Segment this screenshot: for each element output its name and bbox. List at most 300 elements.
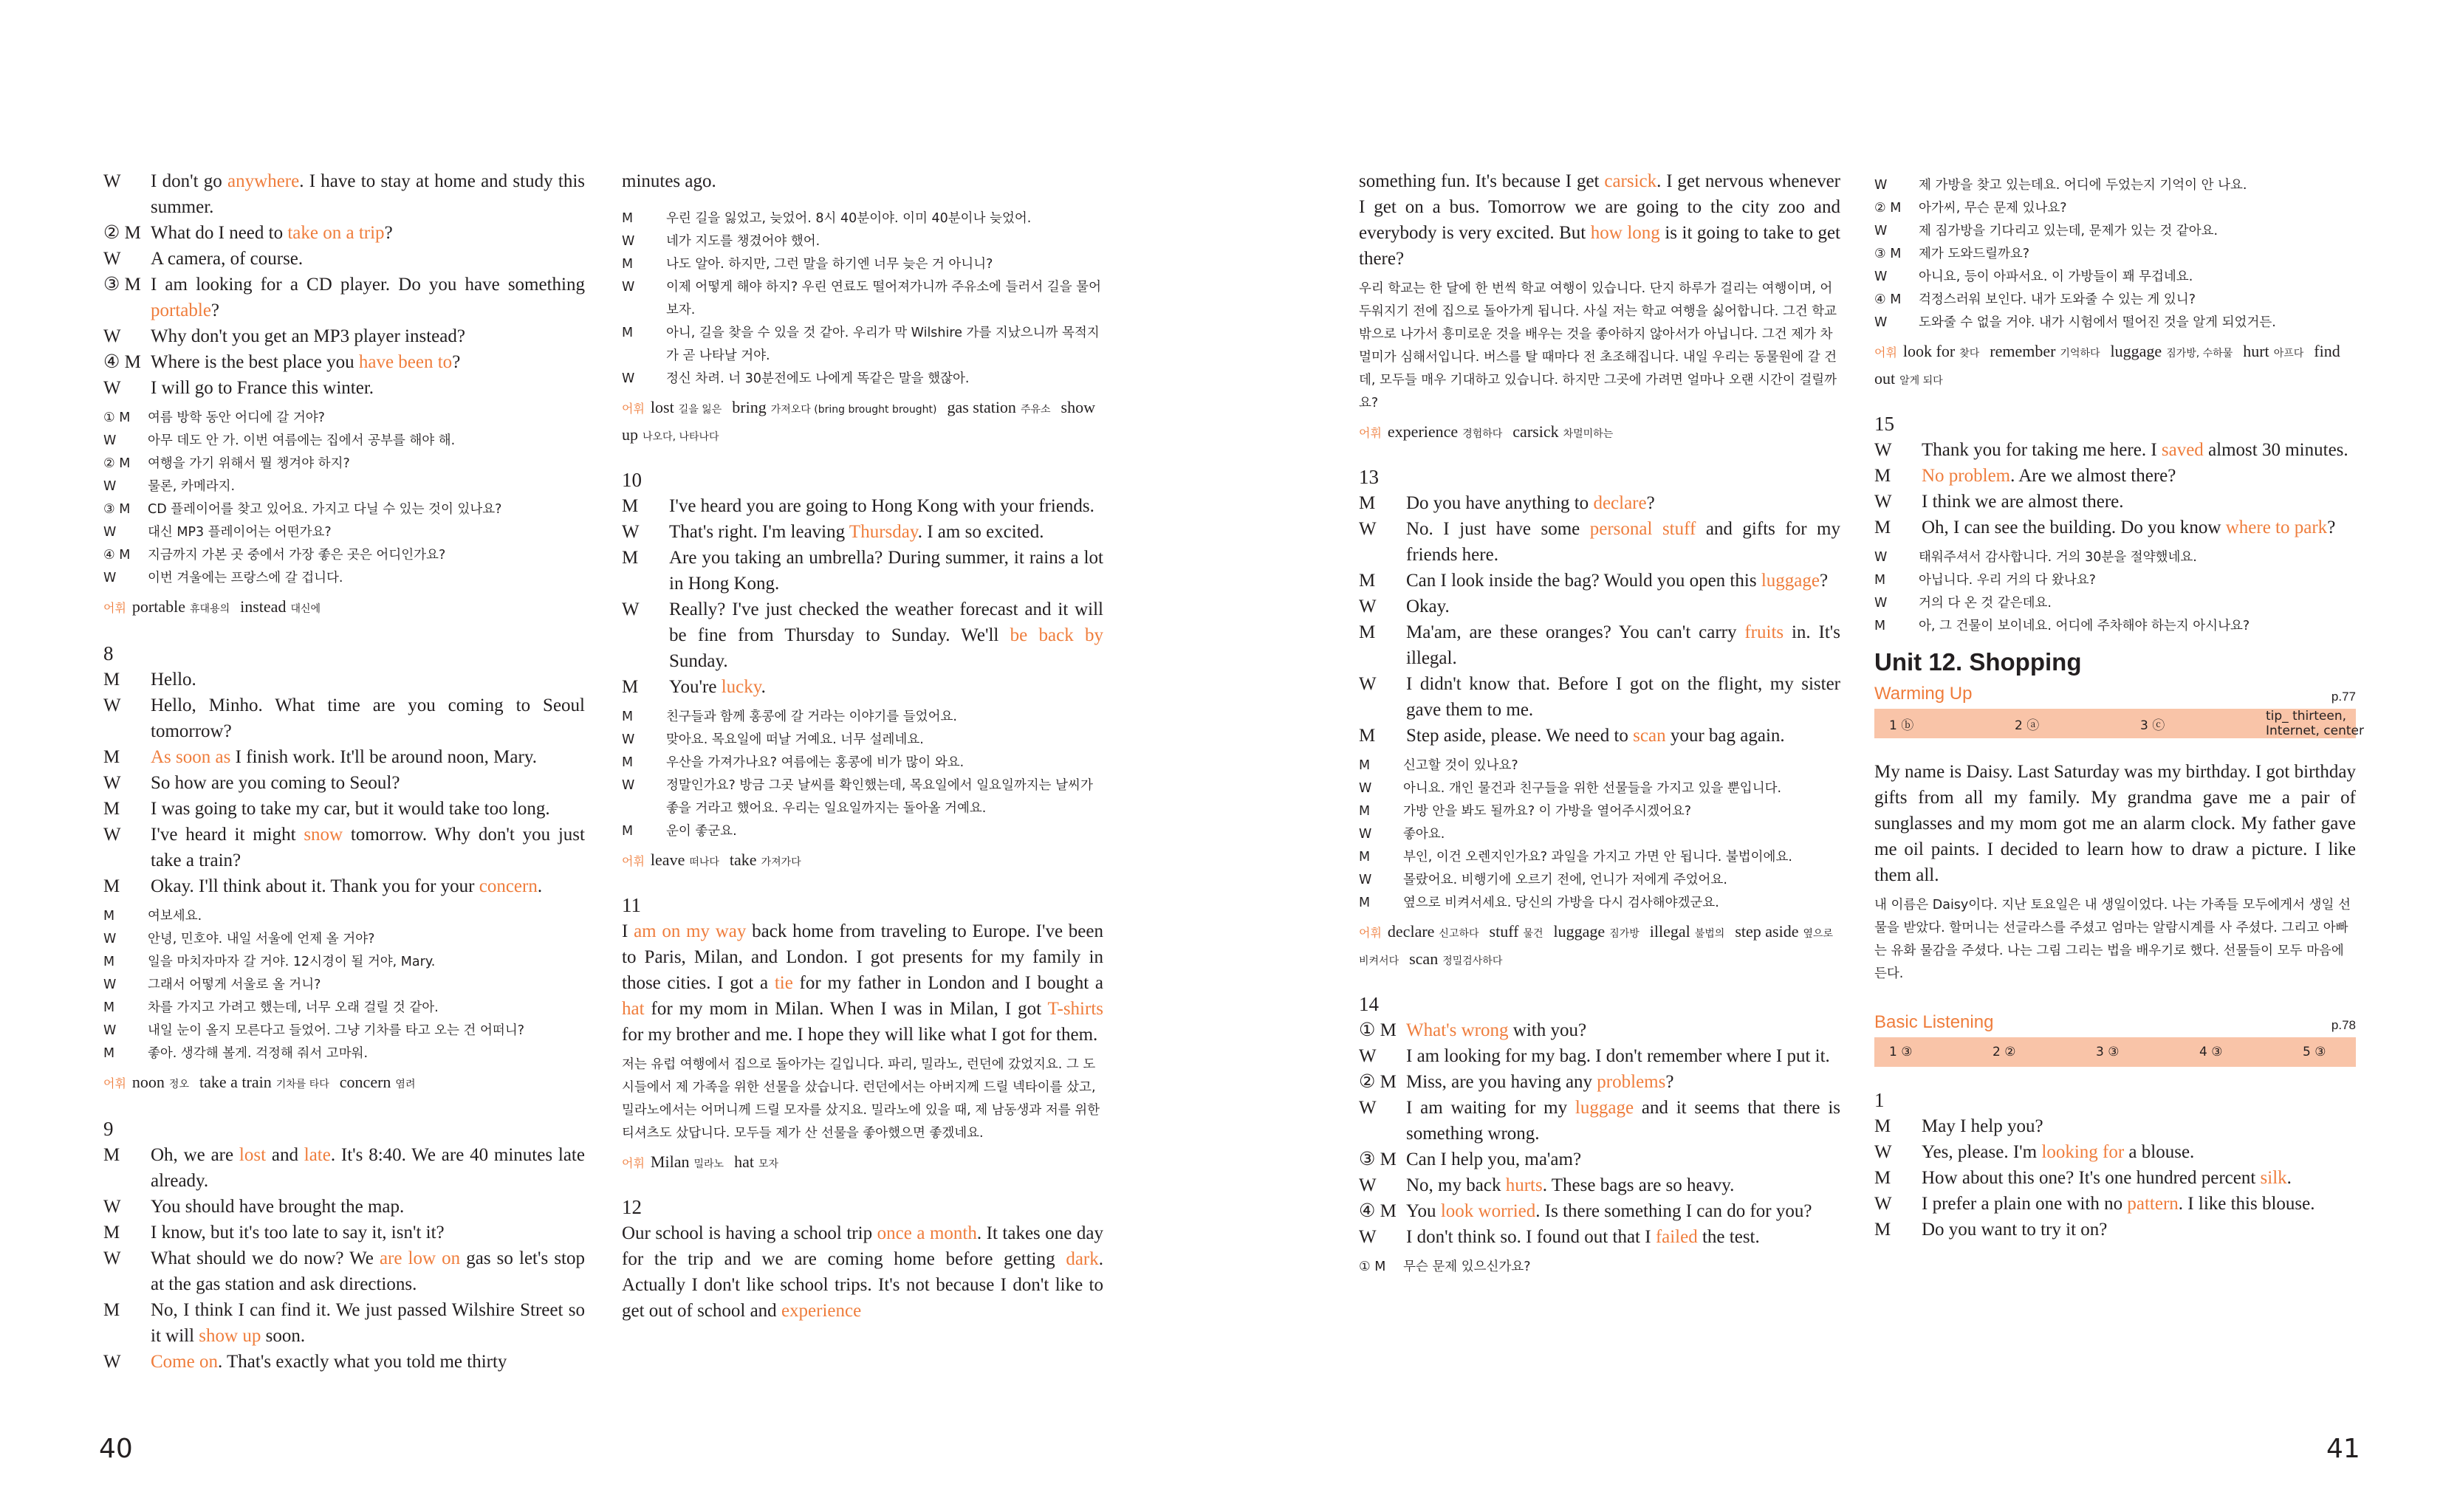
speaker-marker: W bbox=[103, 525, 117, 540]
vocab-word: luggage bbox=[1553, 922, 1606, 941]
speaker-marker: W bbox=[1359, 597, 1377, 616]
speaker-marker: ② M bbox=[1874, 201, 1902, 216]
speaker-marker: M bbox=[622, 548, 639, 568]
speaker-marker: W bbox=[103, 249, 121, 269]
dialogue-text bbox=[1922, 1165, 2356, 1191]
vocab-meaning: 대신에 bbox=[290, 603, 321, 615]
text-segment: Okay. bbox=[1406, 597, 1450, 616]
translation-line bbox=[622, 207, 1103, 230]
translation-text: 네가 지도를 챙겼어야 했어. bbox=[666, 234, 820, 249]
vocab-meaning: 짐가방, 수하물 bbox=[2166, 348, 2233, 360]
text-segment: . It's 8:40. We are 40 minutes late already. bbox=[151, 1145, 585, 1191]
text-segment: Ma'am, are these oranges? You can't carry bbox=[1406, 622, 1745, 642]
vocab-tag: 어휘 bbox=[103, 1076, 126, 1090]
text-segment: ? bbox=[384, 223, 393, 243]
translation-text: CD 플레이어를 찾고 있어요. 가지고 다닐 수 있는 것이 있나요? bbox=[148, 502, 502, 517]
text-segment: What do I need to bbox=[151, 223, 288, 243]
speaker-marker: W bbox=[622, 732, 635, 747]
text-segment: ? bbox=[1646, 493, 1655, 513]
korean-translation bbox=[622, 207, 1103, 391]
speaker-marker: ④ M bbox=[103, 352, 141, 372]
text-segment: I don't go bbox=[151, 171, 228, 191]
vocab-word: take bbox=[729, 850, 757, 869]
speaker-marker: M bbox=[622, 211, 634, 226]
highlight-word: luggage bbox=[1575, 1098, 1634, 1118]
text-segment: I think we are almost there. bbox=[1922, 492, 2124, 512]
text-segment: gas so let's stop at the gas station and ask directions. bbox=[151, 1248, 585, 1294]
highlight-word: late bbox=[304, 1145, 331, 1165]
highlight-word: fruits bbox=[1744, 622, 1784, 642]
dialogue-line bbox=[103, 1349, 585, 1375]
translation-line bbox=[103, 521, 585, 544]
dialogue-line bbox=[1359, 723, 1840, 749]
translation-line bbox=[103, 997, 585, 1020]
text-segment: . I like this blouse. bbox=[2178, 1194, 2315, 1214]
translation-text: 좋아. 생각해 볼게. 걱정해 줘서 고마워. bbox=[148, 1046, 369, 1061]
text-segment: So how are you coming to Seoul? bbox=[151, 773, 400, 793]
text-segment: I prefer a plain one with no bbox=[1922, 1194, 2128, 1214]
dialogue-text bbox=[1406, 619, 1840, 671]
dialogue-text bbox=[151, 873, 585, 899]
text-segment: You bbox=[1406, 1201, 1441, 1221]
translation-text: 물론, 카메라지. bbox=[148, 479, 236, 494]
translation-text: 좋아요. bbox=[1403, 827, 1445, 842]
vocab-word: lost bbox=[650, 398, 674, 416]
speaker-marker: M bbox=[103, 747, 120, 767]
dialogue-line bbox=[1874, 1165, 2356, 1191]
highlight-word: saved bbox=[2161, 440, 2204, 460]
speaker-marker: W bbox=[1874, 1194, 1892, 1214]
dialogue-text bbox=[151, 1220, 585, 1245]
text-segment: tie bbox=[774, 973, 793, 993]
warming-up-title: Warming Up bbox=[1874, 684, 1973, 704]
dialogue-line bbox=[103, 220, 585, 246]
speaker-marker: M bbox=[1874, 466, 1891, 486]
dialogue-text bbox=[1922, 515, 2356, 540]
translation-text: 맞아요. 목요일에 떠날 거예요. 너무 설레네요. bbox=[666, 732, 924, 747]
dialogue-line bbox=[1874, 1113, 2356, 1139]
dialogue-text bbox=[1922, 1191, 2356, 1217]
translation-text: 아닙니다. 우리 거의 다 왔나요? bbox=[1919, 573, 2096, 588]
dialogue-text bbox=[151, 349, 585, 375]
translation-line bbox=[1359, 892, 1840, 915]
passage bbox=[622, 918, 1103, 1048]
warming-up-answers bbox=[1874, 709, 2365, 738]
translation-line bbox=[103, 905, 585, 928]
vocab-word: stuff bbox=[1489, 922, 1519, 941]
text-segment: in. It's illegal. bbox=[1406, 622, 1841, 668]
speaker-marker: M bbox=[622, 755, 634, 770]
translation-line bbox=[622, 706, 1103, 729]
translation-line bbox=[1874, 569, 2356, 592]
speaker-marker: W bbox=[1874, 269, 1888, 284]
vocab-meaning: 밀라노 bbox=[693, 1158, 724, 1170]
speaker-marker: M bbox=[1874, 518, 1891, 537]
text-segment: and it seems that there is something wrong. bbox=[1406, 1098, 1840, 1144]
speaker-marker: W bbox=[103, 433, 117, 448]
translation-line bbox=[103, 1042, 585, 1065]
highlight-word: show up bbox=[199, 1326, 261, 1346]
translation-line bbox=[1359, 1256, 1840, 1279]
text-segment: . bbox=[537, 876, 543, 896]
question-number: 14 bbox=[1359, 993, 1379, 1015]
text-segment: No, my back bbox=[1406, 1175, 1506, 1195]
highlight-word: snow bbox=[304, 825, 343, 845]
highlight-word: take on a trip bbox=[287, 223, 385, 243]
translation-text: 우린 길을 잃었고, 늦었어. 8시 40분이야. 이미 40분이나 늦었어. bbox=[666, 211, 1032, 226]
speaker-marker: M bbox=[1359, 758, 1371, 773]
vocab-meaning: 물건 bbox=[1523, 928, 1543, 940]
vocab-word: gas station bbox=[947, 398, 1016, 416]
speaker-marker: W bbox=[1874, 440, 1892, 460]
translation-line bbox=[103, 951, 585, 974]
korean-translation bbox=[1874, 174, 2356, 334]
passage bbox=[622, 1220, 1103, 1324]
korean-translation bbox=[1874, 546, 2356, 638]
vocab-word: look for bbox=[1902, 342, 1956, 360]
speaker-marker: ④ M bbox=[1874, 292, 1902, 307]
highlight-word: Come on bbox=[151, 1352, 218, 1372]
korean-translation bbox=[103, 407, 585, 590]
basic-listening-answers bbox=[1874, 1037, 2356, 1067]
text-segment: tomorrow. Why don't you just take a train? bbox=[151, 825, 585, 870]
text-segment: I've heard you are going to Hong Kong with your friends. bbox=[669, 496, 1094, 516]
speaker-marker: ② M bbox=[103, 456, 131, 471]
text-segment: I've heard it might bbox=[151, 825, 304, 845]
translation-text: 제 짐가방을 기다리고 있는데, 문제가 있는 것 같아요. bbox=[1919, 224, 2218, 238]
translation-text: 아니, 길을 찾을 수 있을 것 같아. 우리가 막 Wilshire 가를 지났으니까 목적지가 곧 나타날 거야. bbox=[666, 326, 1100, 363]
text-segment: I am looking for a CD player. Do you have something bbox=[151, 275, 585, 295]
dialogue-line bbox=[103, 770, 585, 796]
translation-line bbox=[1874, 289, 2356, 312]
dialogue-line bbox=[622, 674, 1103, 700]
speaker-marker: W bbox=[103, 378, 121, 398]
dialogue-line bbox=[1874, 515, 2356, 540]
text-segment: How about this one? It's one hundred percent bbox=[1922, 1168, 2261, 1188]
highlight-word: luggage bbox=[1761, 571, 1820, 591]
speaker-marker: W bbox=[1359, 674, 1377, 694]
speaker-marker: M bbox=[1359, 493, 1376, 513]
text-segment: am on my way bbox=[634, 921, 747, 941]
translation-line bbox=[103, 544, 585, 567]
vocab-meaning: 찾다 bbox=[1959, 348, 1980, 360]
dialogue-line bbox=[1874, 1217, 2356, 1243]
highlight-word: What's wrong bbox=[1406, 1020, 1509, 1040]
highlight-word: where to park bbox=[2225, 518, 2328, 537]
text-segment: once a month bbox=[877, 1223, 977, 1243]
text-segment: soon. bbox=[261, 1326, 306, 1346]
dialogue-text bbox=[151, 744, 585, 770]
answer: 3 ③ bbox=[2096, 1045, 2120, 1059]
translation-text: 여름 방학 동안 어디에 갈 거야? bbox=[148, 410, 325, 425]
translation-text: 도와줄 수 없을 거야. 내가 시험에서 떨어진 것을 알게 되었거든. bbox=[1919, 315, 2276, 330]
dialogue-text bbox=[151, 220, 585, 246]
translation-text: 여행을 가기 위해서 뭘 챙겨야 하지? bbox=[148, 456, 350, 471]
dialogue-line bbox=[1359, 1017, 1840, 1043]
vocab-word: noon bbox=[131, 1073, 165, 1091]
text-segment: No, I think I can find it. We just passed Wilshire Street so it will bbox=[151, 1300, 585, 1346]
translation-line bbox=[1874, 266, 2356, 289]
dialogue-text bbox=[1922, 437, 2356, 463]
text-segment: a blouse. bbox=[2124, 1142, 2195, 1162]
speaker-marker: M bbox=[103, 909, 115, 924]
text-segment: . I get nervous whenever I get on a bus. Tomorrow we are going to the city zoo and everybody is very excited. But bbox=[1359, 171, 1840, 243]
korean-translation bbox=[622, 706, 1103, 843]
highlight-word: have been to bbox=[358, 352, 453, 372]
dialogue-line bbox=[1359, 1069, 1840, 1095]
vocab-meaning: 옆으로 비켜서다 bbox=[1359, 928, 1834, 967]
speaker-marker: ④ M bbox=[1359, 1201, 1397, 1221]
speaker-marker: M bbox=[1874, 573, 1886, 588]
speaker-marker: ③ M bbox=[1359, 1150, 1397, 1169]
translation-line bbox=[1874, 220, 2356, 243]
dialogue-line bbox=[103, 1142, 585, 1194]
dialogue-line bbox=[103, 349, 585, 375]
text-segment: Hello, Minho. What time are you coming to Seoul tomorrow? bbox=[151, 695, 585, 741]
translation-line bbox=[1359, 755, 1840, 777]
dialogue-line bbox=[1874, 489, 2356, 515]
korean-translation: 저는 유럽 여행에서 집으로 돌아가는 길입니다. 파리, 밀라노, 런던에 갔었지요. 그 도시들에서 제 가족을 위한 선물을 샀습니다. 런던에서는 아버지께 드릴 넥타이를 샀고, 밀라노에서는 어머니께 드릴 모자를 샀지요. 밀라노에 있을 때, 제 남동생과 저를 위한 티셔츠도 샀답니다. 모두들 제가 산 선물을 좋아했으면 좋겠네요. bbox=[622, 1057, 1100, 1141]
vocab-meaning: 아프다 bbox=[2273, 348, 2304, 360]
dialogue-line bbox=[103, 796, 585, 822]
translation-text: 지금까지 가본 곳 중에서 가장 좋은 곳은 어디인가요? bbox=[148, 548, 446, 563]
vocab-word: carsick bbox=[1512, 422, 1559, 441]
speaker-marker: M bbox=[1874, 1168, 1891, 1188]
dialogue-line bbox=[622, 493, 1103, 519]
answer: 1 ⓑ bbox=[1889, 718, 1914, 733]
text-segment: Sunday. bbox=[669, 651, 728, 671]
dialogue-line bbox=[103, 1194, 585, 1220]
translation-text: 내일 눈이 올지 모른다고 들었어. 그냥 기차를 타고 오는 건 어떠니? bbox=[148, 1023, 525, 1038]
dialogue-text bbox=[1406, 594, 1840, 619]
text-segment: . It takes one day for the trip and we are coming home before getting bbox=[622, 1223, 1104, 1269]
translation-text: 태워주셔서 감사합니다. 거의 30분을 절약했네요. bbox=[1919, 550, 2197, 565]
speaker-marker: M bbox=[1874, 619, 1886, 633]
speaker-marker: W bbox=[103, 1248, 121, 1268]
vocab-tag: 어휘 bbox=[622, 1156, 645, 1170]
dialogue-text bbox=[151, 1194, 585, 1220]
translation-text: 이제 어떻게 해야 하지? 우린 연료도 떨어져가니까 주유소에 들러서 길을 물어 보자. bbox=[666, 280, 1101, 317]
vocab-meaning: 주유소 bbox=[1020, 404, 1051, 416]
korean-translation bbox=[1359, 755, 1840, 915]
speaker-marker: W bbox=[103, 932, 117, 946]
speaker-marker: W bbox=[1874, 1142, 1892, 1162]
speaker-marker: W bbox=[1359, 1098, 1377, 1118]
text-segment: No. I just have some bbox=[1406, 519, 1590, 539]
text-segment: I didn't know that. Before I got on the flight, my sister gave them to me. bbox=[1406, 674, 1840, 720]
text-segment: and bbox=[266, 1145, 304, 1165]
speaker-marker: W bbox=[1359, 1175, 1377, 1195]
vocabulary bbox=[1359, 919, 1840, 974]
text-segment: ? bbox=[1819, 571, 1829, 591]
translation-line bbox=[622, 276, 1103, 322]
speaker-marker: ① M bbox=[103, 410, 131, 425]
vocab-meaning: 모자 bbox=[758, 1158, 779, 1170]
question-number: 15 bbox=[1874, 413, 1894, 435]
text-segment: . I am so excited. bbox=[917, 522, 1044, 542]
speaker-marker: W bbox=[1359, 1227, 1377, 1247]
text-segment: May I help you? bbox=[1922, 1116, 2043, 1136]
text-segment: A camera, of course. bbox=[151, 249, 304, 269]
dialogue-text bbox=[1922, 1217, 2356, 1243]
answer: 2 ② bbox=[1993, 1045, 2016, 1059]
vocabulary bbox=[622, 848, 1103, 875]
speaker-marker: W bbox=[103, 977, 117, 992]
speaker-marker: M bbox=[1359, 622, 1376, 642]
translation-text: 여보세요. bbox=[148, 909, 202, 924]
translation-text: 부인, 이건 오렌지인가요? 과일을 가지고 가면 안 됩니다. 불법이에요. bbox=[1403, 850, 1792, 865]
highlight-word: Thursday bbox=[849, 522, 918, 542]
speaker-marker: W bbox=[103, 1023, 117, 1038]
vocab-word: portable bbox=[131, 597, 186, 616]
translation-text: 정신 차려. 너 30분전에도 나에게 똑같은 말을 했잖아. bbox=[666, 371, 970, 386]
translation-line bbox=[1359, 823, 1840, 846]
dialogue-text bbox=[151, 796, 585, 822]
speaker-marker: M bbox=[103, 1223, 120, 1243]
dialogue-line bbox=[1359, 1172, 1840, 1198]
dialogue-text bbox=[1406, 516, 1840, 568]
text-segment: Really? I've just checked the weather forecast and it will be fine from Thursday to Sunday. We'll bbox=[669, 599, 1103, 645]
dialogue-text bbox=[1406, 490, 1840, 516]
translation-line bbox=[1874, 615, 2356, 638]
vocab-meaning: 경험하다 bbox=[1462, 428, 1503, 440]
speaker-marker: ③ M bbox=[103, 275, 141, 295]
highlight-word: problems bbox=[1597, 1072, 1666, 1092]
dialogue-text bbox=[151, 375, 585, 401]
translation-line bbox=[622, 230, 1103, 253]
question-number: 11 bbox=[622, 894, 641, 916]
text-segment: . Actually I don't like school trips. It's not because I don't like to get out of school and bbox=[622, 1249, 1103, 1321]
translation-text: 우산을 가져가나요? 여름에는 홍콩에 비가 많이 와요. bbox=[666, 755, 964, 770]
vocab-word: Milan bbox=[650, 1152, 690, 1171]
highlight-word: As soon as bbox=[151, 747, 231, 767]
dialogue-text bbox=[151, 323, 585, 349]
question-number: 8 bbox=[103, 642, 114, 664]
text-segment: your bag again. bbox=[1665, 726, 1785, 746]
speaker-marker: M bbox=[103, 1300, 120, 1320]
text-segment: . bbox=[761, 677, 766, 697]
vocab-meaning: 알게 되다 bbox=[1899, 375, 1943, 387]
passage bbox=[1359, 168, 1840, 272]
text-segment: dark bbox=[1066, 1249, 1099, 1269]
highlight-word: scan bbox=[1633, 726, 1666, 746]
vocab-tag: 어휘 bbox=[1874, 346, 1897, 360]
translation-line bbox=[1874, 592, 2356, 615]
text-segment: Why don't you get an MP3 player instead? bbox=[151, 326, 465, 346]
dialogue-text bbox=[1406, 1198, 1840, 1224]
text-segment: Yes, please. I'm bbox=[1922, 1142, 2042, 1162]
speaker-marker: W bbox=[622, 280, 635, 295]
text-segment: Are you taking an umbrella? During summer, it rains a lot in Hong Kong. bbox=[669, 548, 1103, 594]
text-segment: hat bbox=[622, 999, 645, 1019]
dialogue-text bbox=[669, 493, 1103, 519]
translation-text: 무슨 문제 있으신가요? bbox=[1403, 1260, 1531, 1274]
text-segment: I know, but it's too late to say it, isn't it? bbox=[151, 1223, 445, 1243]
dialogue-text bbox=[1406, 1172, 1840, 1198]
speaker-marker: M bbox=[622, 326, 634, 340]
translation-text: 신고할 것이 있나요? bbox=[1403, 758, 1518, 773]
text-segment: ? bbox=[210, 300, 220, 320]
speaker-marker: M bbox=[103, 955, 115, 969]
dialogue-text bbox=[1922, 489, 2356, 515]
question-number: 9 bbox=[103, 1118, 114, 1140]
highlight-word: declare bbox=[1593, 493, 1647, 513]
translation-text: 정말인가요? 방금 그곳 날씨를 확인했는데, 목요일에서 일요일까지는 날씨가 좋을 거라고 했어요. 우리는 일요일까지는 돌아올 거예요. bbox=[666, 778, 1093, 816]
speaker-marker: W bbox=[1359, 1046, 1377, 1066]
translation-text: 이번 겨울에는 프랑스에 갈 겁니다. bbox=[148, 571, 343, 585]
speaker-marker: M bbox=[103, 1000, 115, 1015]
speaker-marker: M bbox=[103, 799, 120, 819]
vocab-word: instead bbox=[240, 597, 287, 616]
translation-text: 그래서 어떻게 서울로 올 거니? bbox=[148, 977, 321, 992]
dialogue-text bbox=[669, 674, 1103, 700]
speaker-marker: W bbox=[103, 571, 117, 585]
dialogue-line bbox=[103, 744, 585, 770]
dialogue-text bbox=[1406, 1069, 1840, 1095]
text-segment: carsick bbox=[1604, 171, 1657, 191]
speaker-marker: W bbox=[103, 1197, 121, 1217]
dialogue-line bbox=[1359, 516, 1840, 568]
dialogue-line bbox=[103, 375, 585, 401]
vocab-word: step aside bbox=[1735, 922, 1799, 941]
text-segment: What should we do now? We bbox=[151, 1248, 380, 1268]
dialogue-text bbox=[1406, 1095, 1840, 1147]
dialogue-text bbox=[1406, 723, 1840, 749]
speaker-marker: ① M bbox=[1359, 1020, 1397, 1040]
speaker-marker: M bbox=[1359, 896, 1371, 910]
text-segment: I am looking for my bag. I don't remember where I put it. bbox=[1406, 1046, 1830, 1066]
speaker-marker: M bbox=[622, 677, 639, 697]
speaker-marker: M bbox=[1874, 1220, 1891, 1240]
text-segment: almost 30 minutes. bbox=[2203, 440, 2348, 460]
text-segment: I don't think so. I found out that I bbox=[1406, 1227, 1656, 1247]
korean-translation: 우리 학교는 한 달에 한 번씩 학교 여행이 있습니다. 단지 하루가 걸리는 여행이며, 어두워지기 전에 집으로 돌아가게 됩니다. 사실 저는 학교 여행을 싫어합니다. 그건 학교 밖으로 나가서 흥미로운 것을 배우는 것을 좋아하지 않아서가 아닙니다. 그건 제가 차멀미가 심해서입니다. 버스를 탈 때마다 전 초조해집니다. 내일 우리는 동물원에 갈 건데, 모두들 매우 기대하고 있습니다. 하지만 그곳에 가려면 얼마나 오랜 시간이 걸릴까요? bbox=[1359, 281, 1837, 410]
text-segment: Miss, are you having any bbox=[1406, 1072, 1597, 1092]
text-segment: ? bbox=[2327, 518, 2336, 537]
dialogue-line bbox=[103, 246, 585, 272]
speaker-marker: W bbox=[103, 773, 121, 793]
translation-text: 아무 데도 안 가. 이번 여름에는 집에서 공부를 해야 해. bbox=[148, 433, 456, 448]
highlight-word: lucky bbox=[721, 677, 761, 697]
translation-line bbox=[1874, 174, 2356, 197]
speaker-marker: W bbox=[103, 695, 121, 715]
text-segment: . bbox=[2286, 1168, 2292, 1188]
speaker-marker: W bbox=[622, 371, 635, 386]
speaker-marker: ③ M bbox=[103, 502, 131, 517]
text-segment: That's right. I'm leaving bbox=[669, 522, 849, 542]
text-segment: Our school is having a school trip bbox=[622, 1223, 877, 1243]
speaker-marker: W bbox=[103, 1352, 121, 1372]
dialogue-text bbox=[669, 519, 1103, 545]
dialogue-line bbox=[1359, 671, 1840, 723]
speaker-marker: M bbox=[622, 824, 634, 839]
dialogue-line bbox=[1359, 490, 1840, 516]
speaker-marker: W bbox=[103, 825, 121, 845]
vocab-meaning: 정밀검사하다 bbox=[1442, 955, 1503, 967]
translation-text: 대신 MP3 플레이어는 어떤가요? bbox=[148, 525, 332, 540]
speaker-marker: W bbox=[622, 522, 640, 542]
dialogue-line bbox=[103, 1297, 585, 1349]
vocab-meaning: 떠나다 bbox=[689, 856, 719, 868]
question-number: 12 bbox=[622, 1196, 642, 1218]
translation-text: 안녕, 민호야. 내일 서울에 언제 올 거야? bbox=[148, 932, 375, 946]
speaker-marker: W bbox=[1874, 596, 1888, 611]
translation-line bbox=[622, 774, 1103, 820]
speaker-marker: W bbox=[1359, 827, 1372, 842]
vocab-word: luggage bbox=[2110, 342, 2162, 360]
highlight-word: No problem bbox=[1922, 466, 2011, 486]
dialogue-line bbox=[1359, 1043, 1840, 1069]
